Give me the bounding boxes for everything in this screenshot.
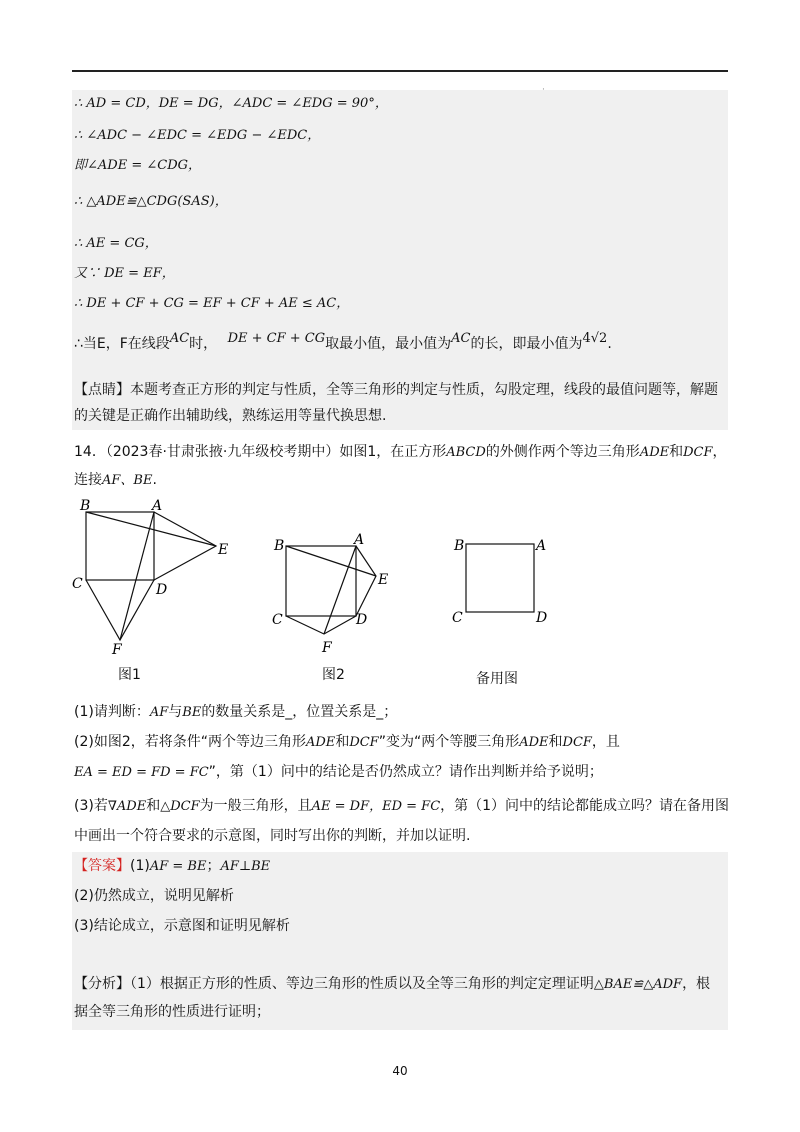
question-3-line-2: 中画出一个符合要求的示意图，同时写出你的判断，并加以证明. — [74, 828, 471, 844]
problem-l1g: ， — [712, 444, 727, 460]
solution-line-5: ∴ AE = CG， — [74, 236, 158, 251]
q2b: ADE — [306, 735, 336, 750]
question-3-line-1 — [74, 796, 729, 817]
answer-tag: 【答案】 — [74, 858, 130, 874]
problem-l1d: ADE — [639, 445, 670, 460]
q1a: (1)请判断： — [74, 704, 150, 720]
q3c: 和 — [146, 798, 161, 814]
answer-1d: AF⊥BE — [220, 859, 271, 874]
q2i: ，且 — [591, 734, 620, 750]
solution-l8c: 时， — [189, 336, 218, 352]
q3e: 为一般三角形，且 — [199, 798, 312, 814]
analysis-tag: 【分析】 — [74, 976, 130, 992]
fig2-triangle-ade — [356, 546, 376, 616]
solution-line-2: ∴ ∠ADC − ∠EDC = ∠EDG − ∠EDC， — [74, 128, 321, 143]
comment-line-1 — [74, 380, 718, 400]
solution-line-3: 即∠ADE = ∠CDG， — [74, 158, 201, 173]
answer-1b: AF = BE — [149, 859, 207, 874]
problem-l2a: 连接 — [74, 472, 102, 488]
problem-l1f: DCF — [683, 445, 713, 460]
fig2-square — [286, 546, 356, 616]
solution-line-1: ∴ AD = CD，DE = DG，∠ADC = ∠EDG = 90°， — [74, 96, 388, 111]
fig2-label-a: A — [354, 532, 365, 548]
fig2-label-d: D — [356, 612, 368, 628]
analysis-line-1 — [74, 974, 710, 995]
solution-l8i: . — [607, 336, 612, 352]
fig1-label-d: D — [156, 582, 168, 598]
comment-line-2: 的关键是正确作出辅助线，熟练运用等量代换思想. — [74, 408, 387, 424]
figure-backup — [450, 530, 560, 630]
question-2-line-2 — [74, 762, 603, 783]
solution-line-8 — [74, 331, 612, 355]
fig1-segment-af — [120, 512, 154, 640]
problem-line-1 — [74, 442, 727, 463]
figure-1-caption: 图1 — [118, 667, 141, 683]
q2e: ”变为“两个等腰三角形 — [378, 734, 520, 750]
header-rule — [72, 70, 728, 72]
q1e: 的数量关系是_，位置关系是_； — [201, 704, 398, 720]
q2g: 和 — [548, 734, 563, 750]
q3b: ∇ADE — [107, 799, 147, 814]
problem-l1b: ABCD — [446, 445, 486, 460]
problem-line-2 — [74, 470, 157, 491]
q1c: 与 — [168, 704, 183, 720]
backup-square — [466, 544, 534, 612]
backup-label-b: B — [454, 538, 465, 554]
backup-label-a: A — [536, 538, 547, 554]
problem-l1c: 的外侧作两个等边三角形 — [485, 444, 640, 460]
analysis-line-2: 据全等三角形的性质进行证明； — [74, 1004, 270, 1020]
analysis-1c: ，根 — [682, 976, 711, 992]
answer-line-3: (3)结论成立，示意图和证明见解析 — [74, 918, 290, 934]
problem-l1a: 14．（2023春·甘肃张掖·九年级校考期中）如图1，在正方形 — [74, 444, 447, 460]
fig1-label-f: F — [112, 642, 122, 656]
analysis-1a: （1）根据正方形的性质、等边三角形的性质以及全等三角形的判定定理证明 — [130, 976, 594, 992]
fig2-label-e: E — [378, 572, 389, 588]
q2k: ”，第（1）问中的结论是否仍然成立？请作出判断并给予说明； — [208, 764, 603, 780]
q2f: ADE — [519, 735, 549, 750]
fig1-label-e: E — [218, 542, 229, 558]
q2j: EA = ED = FD = FC — [74, 765, 209, 780]
q1b: AF — [149, 705, 169, 720]
q2d: DCF — [349, 735, 379, 750]
problem-l2b: AF、BE — [102, 473, 153, 488]
solution-l8f: AC — [451, 331, 471, 346]
analysis-1b: △BAE≌△ADF — [593, 977, 683, 992]
backup-label-c: C — [452, 610, 463, 626]
fig2-segment-be — [286, 546, 376, 576]
solution-l8h: 4√2 — [582, 331, 608, 346]
page-number: 40 — [392, 1064, 408, 1078]
fig1-triangle-dcf — [86, 580, 154, 640]
fig1-square — [86, 512, 154, 580]
q3d: △DCF — [160, 799, 200, 814]
problem-l2c: . — [152, 472, 157, 488]
answer-1c: ； — [206, 858, 221, 874]
q2c: 和 — [335, 734, 350, 750]
solution-line-7: ∴ DE + CF + CG = EF + CF + AE ≤ AC， — [74, 296, 350, 311]
q2h: DCF — [562, 735, 592, 750]
answer-line-1 — [74, 856, 270, 877]
solution-line-6: 又∵ DE = EF， — [74, 266, 175, 281]
fig2-segment-af — [324, 546, 356, 634]
fig1-triangle-ade — [154, 512, 216, 580]
fig2-label-c: C — [272, 612, 283, 628]
fig2-label-f: F — [322, 640, 332, 656]
fig1-segment-be — [86, 512, 216, 546]
q3g: ，第（1）问中的结论都能成立吗？请在备用图 — [440, 798, 730, 814]
comment-text-1: 本题考查正方形的判定与性质，全等三角形的判定与性质，勾股定理，线段的最值问题等，解题 — [130, 382, 718, 398]
figure-1 — [70, 496, 240, 656]
backup-label-d: D — [536, 610, 548, 626]
fig1-label-c: C — [72, 576, 83, 592]
solution-line-4: ∴ △ADE≌△CDG(SAS)， — [74, 194, 228, 209]
solution-l8e: 取最小值，最小值为 — [325, 336, 452, 352]
problem-l1e: 和 — [669, 444, 684, 460]
figure-2-caption: 图2 — [322, 667, 345, 683]
solution-l8a: ∴当E，F在线段 — [74, 336, 170, 352]
solution-l8d: DE + CF + CG — [227, 331, 326, 346]
fig1-label-a: A — [152, 498, 163, 514]
solution-l8g: 的长，即最小值为 — [470, 336, 583, 352]
q3f: AE = DF，ED = FC — [311, 799, 441, 814]
comment-tag: 【点睛】 — [74, 382, 130, 398]
answer-1a: (1) — [130, 858, 150, 874]
q3a: (3)若 — [74, 798, 108, 814]
q2a: (2)如图2，若将条件“两个等边三角形 — [74, 734, 306, 750]
fig2-triangle-dcf — [286, 616, 356, 634]
fig2-label-b: B — [274, 538, 285, 554]
figure-2 — [270, 530, 400, 660]
q1d: BE — [182, 705, 202, 720]
fig1-label-b: B — [80, 498, 91, 514]
solution-l8b: AC — [169, 331, 190, 346]
question-2-line-1 — [74, 732, 620, 753]
answer-line-2: (2)仍然成立，说明见解析 — [74, 888, 234, 904]
question-1 — [74, 702, 397, 723]
figure-backup-caption: 备用图 — [476, 671, 518, 687]
